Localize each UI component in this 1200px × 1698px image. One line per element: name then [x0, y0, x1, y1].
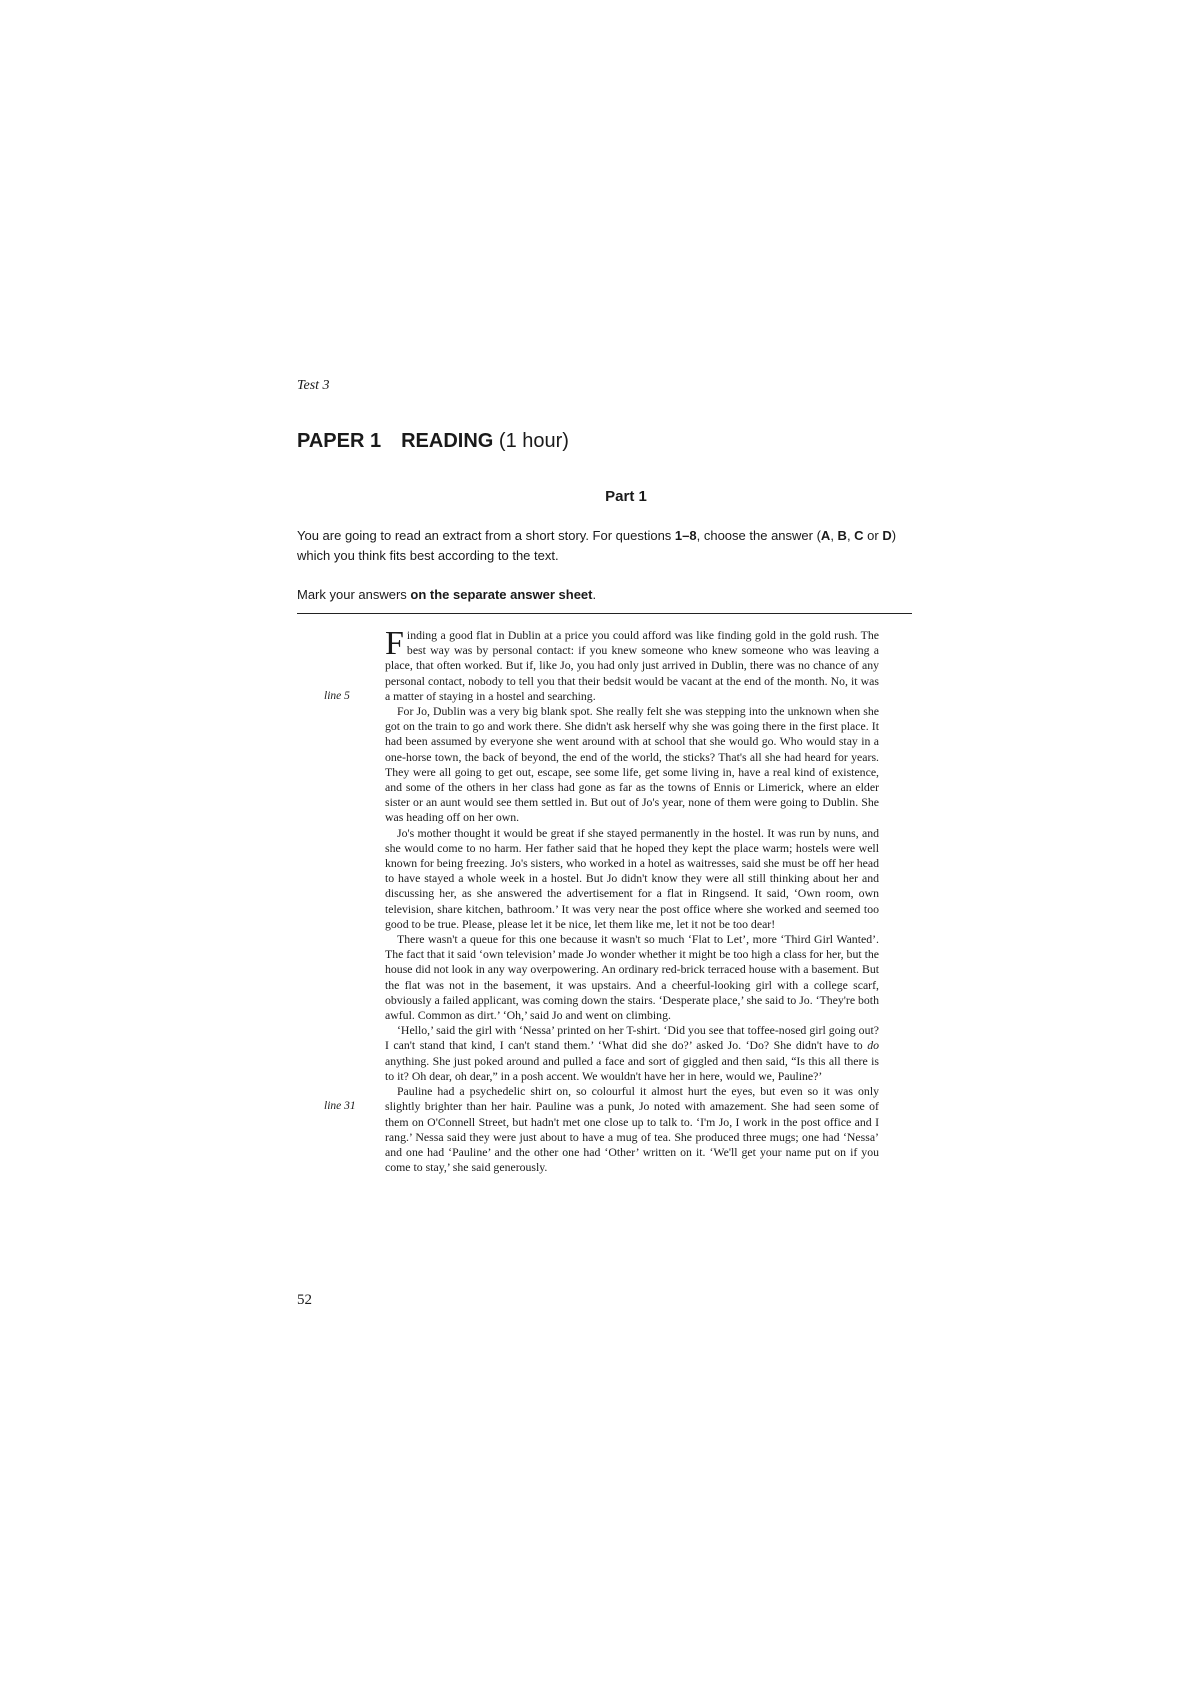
emphasis: do: [867, 1038, 879, 1053]
instructions-task: [297, 526, 917, 566]
reading-passage: [385, 625, 879, 1175]
passage-paragraph-6: Pauline had a psychedelic shirt on, so colourful it almost hurt the eyes, but even so it was only slightly brighter than her hair. Pauline was a punk, Jo noted with amazement. She had seen some of them on O'Connell Street, but hadn't met one close up to talk to. ‘I'm Jo, I work in the post office and I rang.’ Nessa said they were just about to have a mug of tea. She produced three mugs; one had ‘Nessa’ and one had ‘Pauline’ and the other one had ‘Other’ written on it. ‘We'll get your name put on if you come to stay,’ she said generously.: [385, 1084, 879, 1175]
paper-number: PAPER 1: [297, 430, 382, 452]
instructions-mark: [297, 585, 917, 605]
paper-duration: (1 hour): [498, 430, 569, 452]
passage-paragraph-5: [385, 1023, 879, 1084]
passage-paragraph-4: There wasn't a queue for this one because it wasn't so much ‘Flat to Let’, more ‘Third Girl Wanted’. The fact that it said ‘own television’ made Jo wonder whether it might be too high a class for her, but the house did not look in any way overpowering. An ordinary red-brick terraced house with a basement. But the flat was not in the basement, it was upstairs. And a cheerful-looking girl with a college scarf, obviously a failed applicant, was coming down the stairs. ‘Desperate place,’ she said to Jo. ‘They're both awful. Common as dirt.’ ‘Oh,’ said Jo and went on climbing.: [385, 932, 879, 1023]
drop-cap: F: [385, 625, 404, 662]
running-head: Test 3: [297, 378, 330, 393]
instructions-text: .: [592, 587, 597, 602]
passage-paragraph-3: Jo's mother thought it would be great if she stayed permanently in the hostel. It was run by nuns, and she would come to no harm. Her father said that he hoped they kept the place warm; hostels were well known for being freezing. Jo's sisters, who worked in a hotel as waitresses, said she must be off her head to have stayed a whole week in a hostel. But Jo didn't know they were all still thinking about her and discussing her, as she answered the advertisement for a flat in Ringsend. It said, ‘Own room, own television, share kitchen, bathroom.’ It was very near the post office where she worked and seemed too good to be true. Please, please let it be nice, let them like me, let it not be too dear!: [385, 825, 879, 931]
instructions-text: Mark your answers: [297, 587, 411, 602]
separator: or: [863, 528, 883, 543]
passage-paragraph-1: [385, 625, 879, 704]
option-d: D: [882, 528, 892, 543]
paper-title: [297, 430, 569, 453]
option-a: A: [820, 528, 831, 543]
paper-name: READING: [401, 430, 494, 452]
part-heading: [0, 488, 1200, 505]
line-marker-5: line 5: [324, 690, 350, 702]
instructions-text: , choose the answer (: [696, 528, 821, 543]
paragraph-text: ‘Hello,’ said the girl with ‘Nessa’ printed on her T-shirt. ‘Did you see that toffee-nosed girl going out? I can't stand that kind, I can't stand them.’ ‘What did she do?’ asked Jo. ‘Do? She didn't have to: [385, 1023, 879, 1053]
instructions-text: ) which you think fits best according to the text.: [297, 528, 897, 563]
line-marker-31: line 31: [324, 1100, 356, 1112]
divider-rule: [297, 613, 912, 614]
separator: ,: [830, 528, 838, 543]
page-number: 52: [297, 1292, 312, 1308]
option-c: C: [854, 528, 864, 543]
paragraph-text: anything. She just poked around and pulled a face and sort of giggled and then said, “Is this all there is to it? Oh dear, oh dear,” in a posh accent. We wouldn't have her in here, would we, Pauline?’: [385, 1053, 879, 1083]
part-heading-text: Part 1: [605, 488, 647, 505]
instructions: [297, 526, 917, 605]
paragraph-text: inding a good flat in Dublin at a price you could afford was like finding gold in the gold rush. The best way was by personal contact: if you knew someone who knew someone who was leaving a place, that often worked. But if, like Jo, you had only just arrived in Dublin, there was no chance of any personal contact, nobody to tell you that their bedsit would be vacant at the end of the month. No, it was a matter of staying in a hostel and searching.: [385, 628, 879, 703]
instructions-text: You are going to read an extract from a short story. For questions: [297, 528, 675, 543]
passage-paragraph-2: For Jo, Dublin was a very big blank spot. She really felt she was stepping into the unknown when she got on the train to go and work there. She didn't ask herself why she was going there in the first place. It had been assumed by everyone she went around with at school that she would go. Who would stay in a one-horse town, the back of beyond, the end of the world, the sticks? That's all she had heard for years. They were all going to get out, escape, see some life, get some living in, have a real kind of existence, and some of the others in her class had gone as far as the towns of Ennis or Limerick, where an elder sister or an aunt would see them settled in. But out of Jo's year, none of them were going to Dublin. She was heading off on her own.: [385, 704, 879, 825]
answer-sheet-emphasis: on the separate answer sheet: [410, 587, 593, 602]
separator: ,: [846, 528, 855, 543]
question-range: 1–8: [674, 528, 697, 543]
option-b: B: [837, 528, 847, 543]
